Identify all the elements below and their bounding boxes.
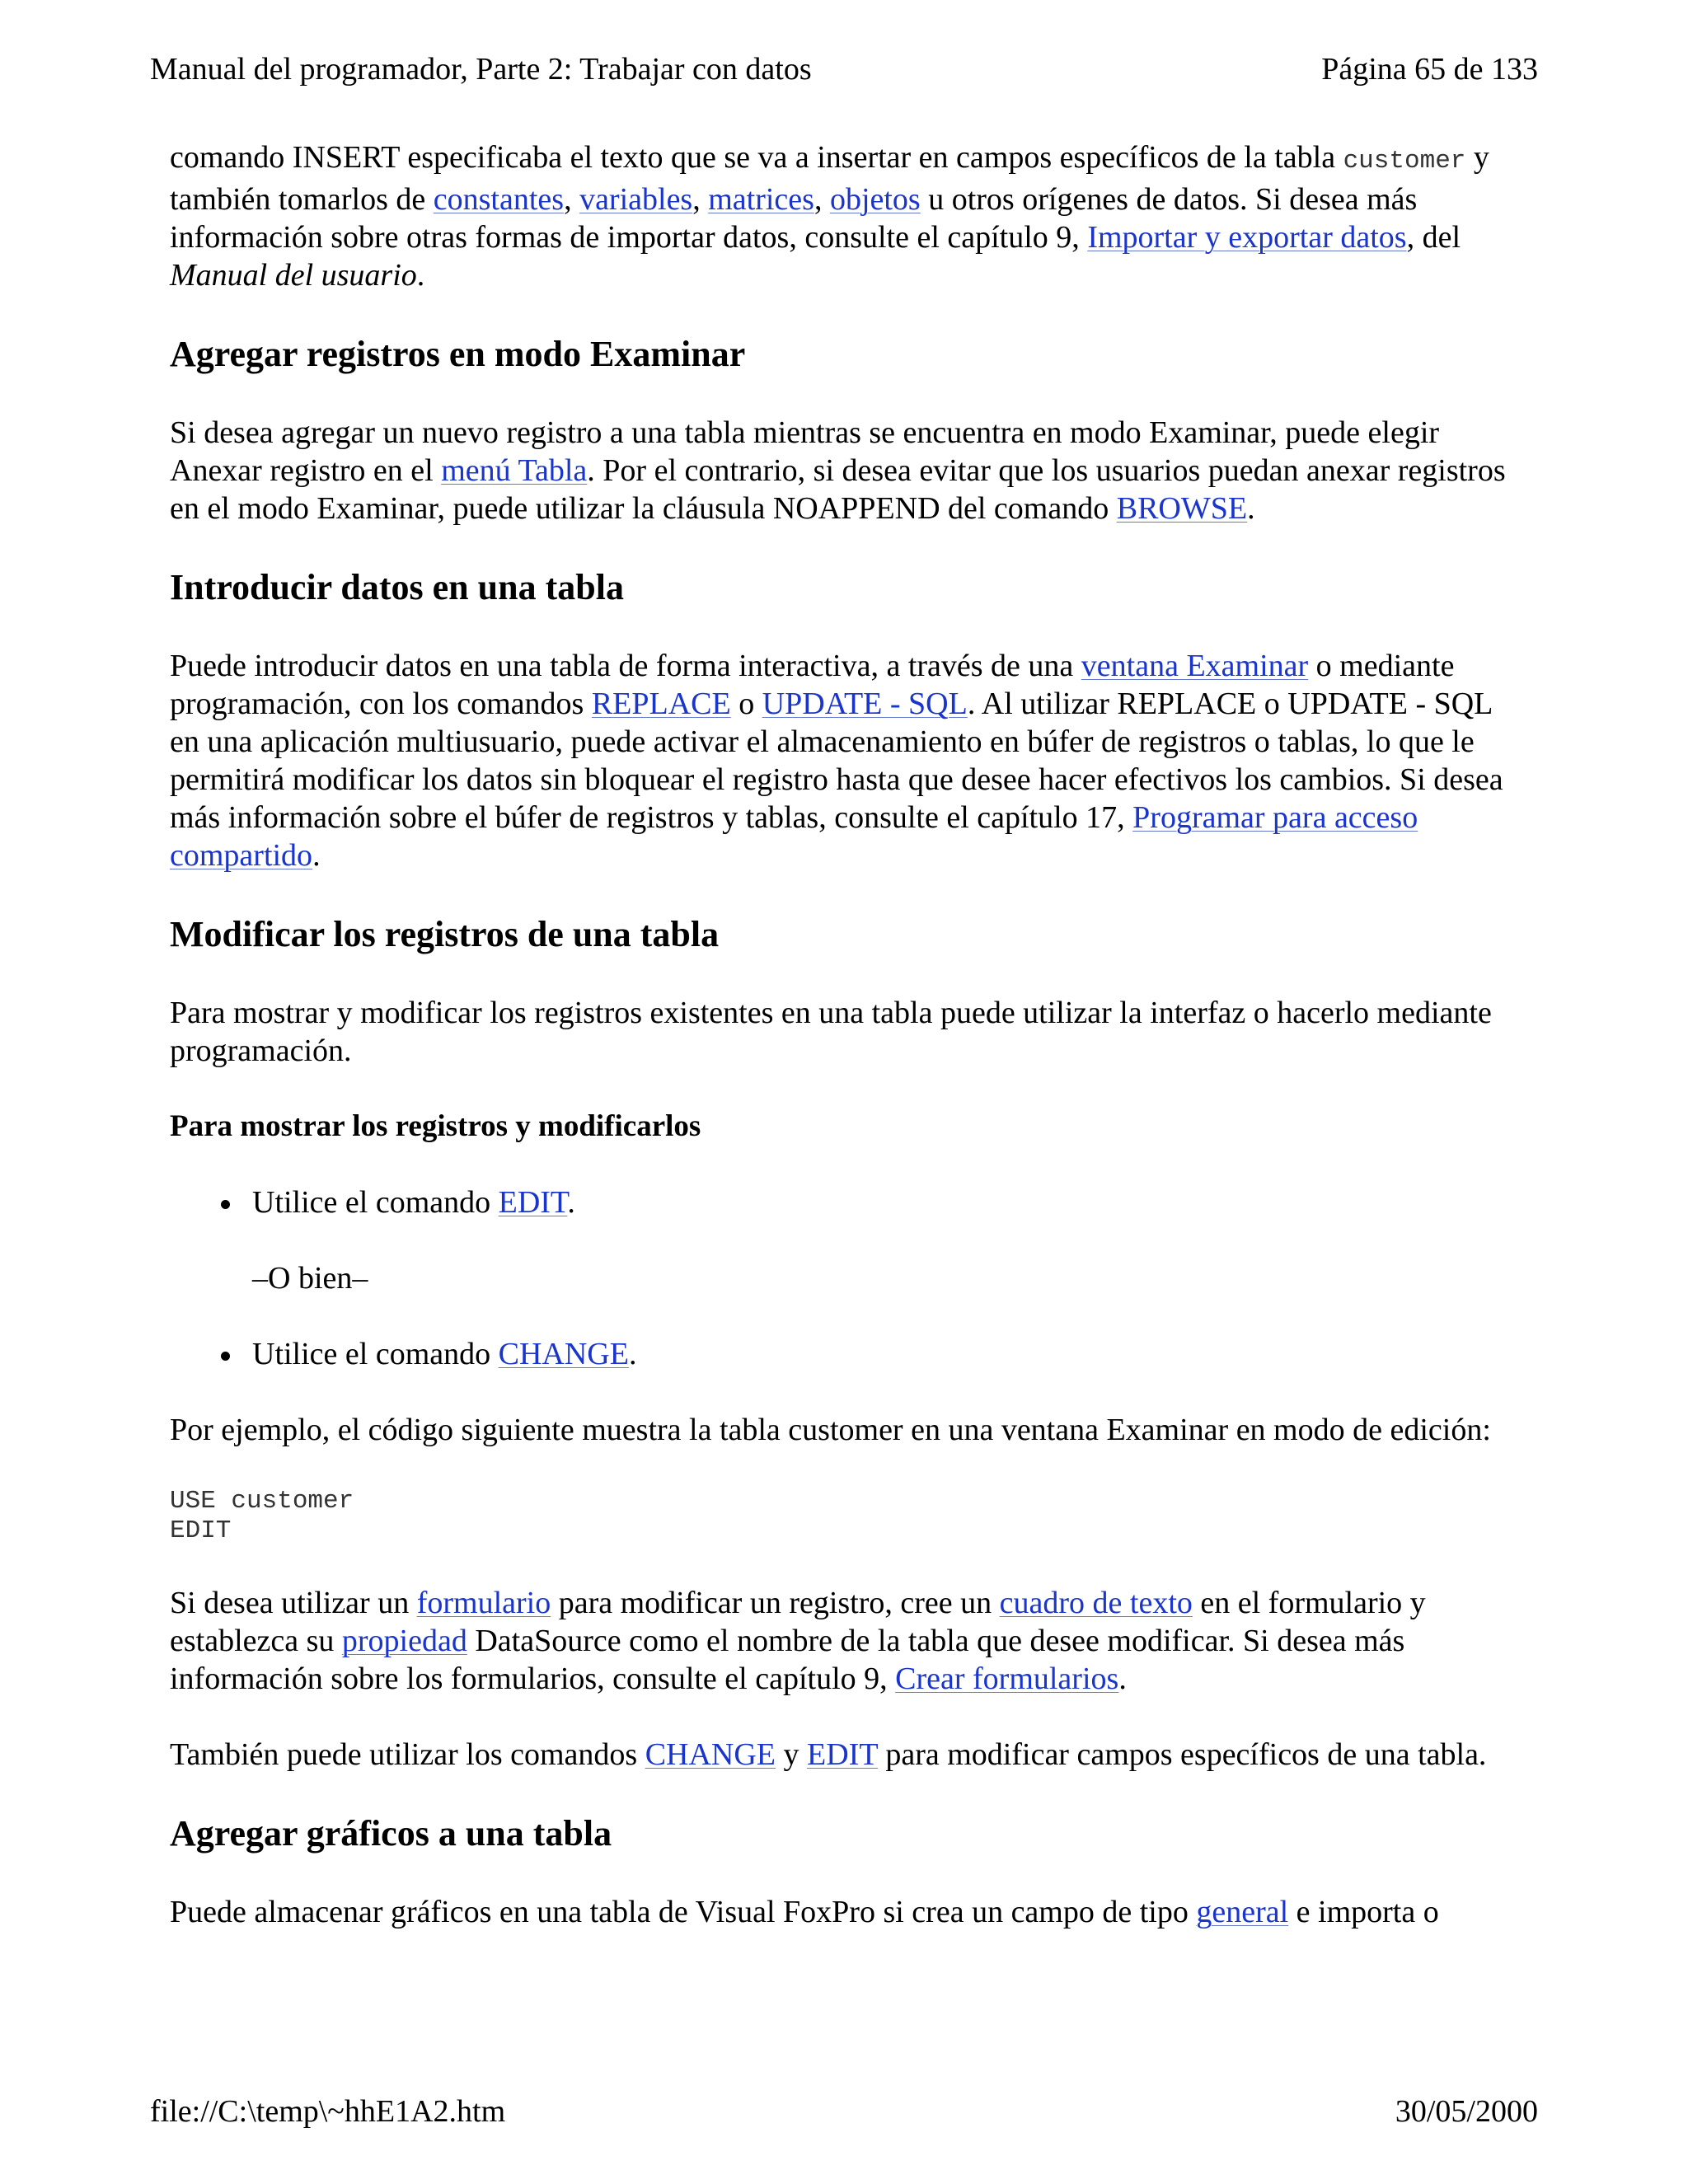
heading-modificar-registros: Modificar los registros de una tabla <box>170 914 720 954</box>
intro-paragraph: comando INSERT especificaba el texto que se va a insertar en campos específicos de la tabla customer y también tomarlos de constantes, variables, matrices, objetos u otros orígenes de datos. Si desea más información sobre otras formas de importar datos, consulte el capítulo 9, Importar y exportar datos, del Manual del usuario. <box>170 140 1489 293</box>
list-item: Utilice el comando EDIT. <box>170 1183 1522 1221</box>
link-general[interactable]: general <box>1196 1895 1289 1929</box>
link-ventana-examinar[interactable]: ventana Examinar <box>1081 649 1309 683</box>
link-programar-acceso[interactable]: Programar para acceso compartido <box>170 800 1418 873</box>
heading-introducir-datos: Introducir datos en una tabla <box>170 567 624 607</box>
link-change-2[interactable]: CHANGE <box>645 1737 776 1772</box>
list-item: Utilice el comando CHANGE. <box>170 1335 1522 1373</box>
bullet-icon <box>221 1200 230 1209</box>
link-matrices[interactable]: matrices <box>708 182 814 217</box>
link-cuadro-de-texto[interactable]: cuadro de texto <box>999 1586 1193 1620</box>
paragraph-formulario: Si desea utilizar un formulario para modificar un registro, cree un cuadro de texto en el formulario y establezca su propiedad DataSource como el nombre de la tabla que desee modificar. Si desea más información sobre los formularios, consulte el capítulo 9, Crear formularios. <box>170 1586 1426 1696</box>
paragraph-modificar: Para mostrar y modificar los registros existentes en una tabla puede utilizar la interfaz o hacerlo mediante programación. <box>170 996 1492 1068</box>
paragraph-comandos: También puede utilizar los comandos CHANGE y EDIT para modificar campos específicos de una tabla. <box>170 1737 1487 1772</box>
link-importar-exportar[interactable]: Importar y exportar datos <box>1087 220 1407 255</box>
link-formulario[interactable]: formulario <box>416 1586 551 1620</box>
bullet-icon <box>221 1352 230 1361</box>
heading-agregar-graficos: Agregar gráficos a una tabla <box>170 1813 612 1854</box>
link-variables[interactable]: variables <box>579 182 693 217</box>
link-edit[interactable]: EDIT <box>498 1185 568 1220</box>
link-menu-tabla[interactable]: menú Tabla <box>441 453 588 488</box>
link-constantes[interactable]: constantes <box>433 182 565 217</box>
bullet-list-edit <box>170 1183 1522 1221</box>
link-edit-2[interactable]: EDIT <box>807 1737 878 1772</box>
footer-file-path: file://C:\temp\~hhE1A2.htm <box>150 2094 506 2129</box>
code-customer: customer <box>1343 147 1466 176</box>
code-block <box>170 1487 1522 1546</box>
link-objetos[interactable]: objetos <box>829 182 921 217</box>
manual-title: Manual del usuario <box>170 258 417 293</box>
document-viewport[interactable] <box>0 120 1688 1999</box>
link-change[interactable]: CHANGE <box>498 1337 629 1371</box>
header-page-number: Página 65 de 133 <box>1321 52 1538 87</box>
link-browse[interactable]: BROWSE <box>1116 491 1248 526</box>
heading-agregar-registros: Agregar registros en modo Examinar <box>170 334 746 374</box>
header-title: Manual del programador, Parte 2: Trabajar con datos <box>150 52 812 87</box>
footer-date: 30/05/2000 <box>1395 2094 1538 2129</box>
paragraph-graficos: Puede almacenar gráficos en una tabla de Visual FoxPro si crea un campo de tipo general e importa o <box>170 1895 1439 1929</box>
o-bien-separator: –O bien– <box>252 1261 368 1296</box>
link-update-sql[interactable]: UPDATE - SQL <box>762 687 968 721</box>
link-replace[interactable]: REPLACE <box>591 687 731 721</box>
subheading-mostrar-registros: Para mostrar los registros y modificarlos <box>170 1109 701 1143</box>
code-line: EDIT <box>170 1516 232 1545</box>
paragraph-introducir: Puede introducir datos en una tabla de forma interactiva, a través de una ventana Examinar o mediante programación, con los comandos REPLACE o UPDATE - SQL. Al utilizar REPLACE o UPDATE - SQL en una aplicación multiusuario, puede activar el almacenamiento en búfer de registros o tablas, lo que le permitirá modificar los datos sin bloquear el registro hasta que desee hacer efectivos los cambios. Si desea más información sobre el búfer de registros y tablas, consulte el capítulo 17, Programar para acceso compartido. <box>170 649 1503 873</box>
link-propiedad[interactable]: propiedad <box>341 1624 467 1658</box>
code-line: USE customer <box>170 1487 354 1516</box>
document-content <box>170 138 1522 1931</box>
bullet-list-change <box>170 1335 1522 1373</box>
paragraph-ejemplo: Por ejemplo, el código siguiente muestra la tabla customer en una ventana Examinar en modo de edición: <box>170 1413 1491 1447</box>
paragraph-examinar: Si desea agregar un nuevo registro a una tabla mientras se encuentra en modo Examinar, puede elegir Anexar registro en el menú Tabla. Por el contrario, si desea evitar que los usuarios puedan anexar registros en el modo Examinar, puede utilizar la cláusula NOAPPEND del comando BROWSE. <box>170 415 1506 526</box>
link-crear-formularios[interactable]: Crear formularios <box>895 1661 1119 1696</box>
